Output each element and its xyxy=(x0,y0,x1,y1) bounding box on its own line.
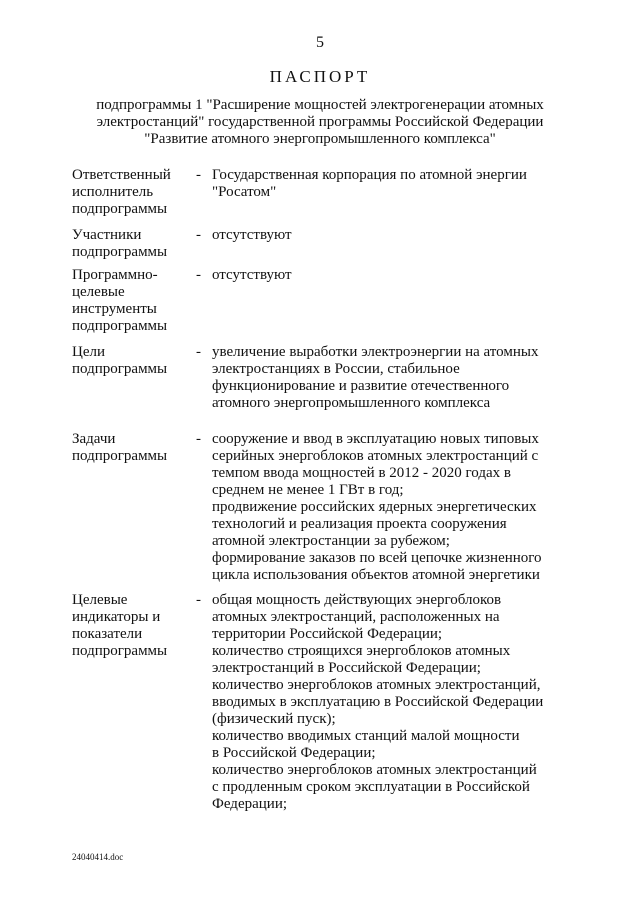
label-line: Участники xyxy=(72,227,142,243)
value-line: общая мощность действующих энергоблоков xyxy=(212,592,502,608)
label-line: инструменты xyxy=(72,301,157,317)
value-line: атомных электростанций, расположенных на xyxy=(212,609,500,625)
value-line: количество энергоблоков атомных электростанций xyxy=(212,762,537,778)
subtitle-line: "Развитие атомного энергопромышленного комплекса" xyxy=(144,131,496,147)
label-line: подпрограммы xyxy=(72,244,168,260)
value-line: территории Российской Федерации; xyxy=(212,626,443,642)
label-line: подпрограммы xyxy=(72,201,168,217)
value-line: вводимых в эксплуатацию в Российской Федерации xyxy=(212,694,544,710)
row-dash: - xyxy=(196,431,201,447)
value-line: отсутствуют xyxy=(212,227,292,243)
label-line: исполнитель xyxy=(72,184,154,200)
value-line: отсутствуют xyxy=(212,267,292,283)
subtitle xyxy=(40,97,600,148)
row-dash: - xyxy=(196,344,201,360)
row-label xyxy=(72,592,192,660)
subtitle-line: электростанций" государственной программы Российской Федерации xyxy=(96,114,544,130)
row-label xyxy=(72,267,192,335)
label-line: показатели xyxy=(72,626,143,642)
value-line: "Росатом" xyxy=(212,184,277,200)
label-line: целевые xyxy=(72,284,125,300)
label-line: подпрограммы xyxy=(72,448,168,464)
row-label xyxy=(72,344,192,378)
value-line: среднем не менее 1 ГВт в год; xyxy=(212,482,404,498)
subtitle-line: подпрограммы 1 "Расширение мощностей электрогенерации атомных xyxy=(96,97,544,113)
row-label xyxy=(72,167,192,218)
value-line: серийных энергоблоков атомных электростанций с xyxy=(212,448,539,464)
value-line: количество строящихся энергоблоков атомных xyxy=(212,643,511,659)
value-line: (физический пуск); xyxy=(212,711,336,727)
label-line: подпрограммы xyxy=(72,361,168,377)
value-line: сооружение и ввод в эксплуатацию новых типовых xyxy=(212,431,539,447)
row-value xyxy=(212,344,562,412)
label-line: Целевые xyxy=(72,592,128,608)
value-line: атомной электростанции за рубежом; xyxy=(212,533,450,549)
row-value xyxy=(212,267,562,284)
value-line: продвижение российских ядерных энергетических xyxy=(212,499,537,515)
label-line: Цели xyxy=(72,344,106,360)
value-line: функционирование и развитие отечественного xyxy=(212,378,510,394)
value-line: электростанциях в России, стабильное xyxy=(212,361,460,377)
page-number: 5 xyxy=(316,34,324,51)
value-line: технологий и реализация проекта сооружения xyxy=(212,516,507,532)
row-label xyxy=(72,227,192,261)
value-line: Федерации; xyxy=(212,796,288,812)
value-line: атомного энергопромышленного комплекса xyxy=(212,395,491,411)
label-line: Ответственный xyxy=(72,167,171,183)
value-line: электростанций в Российской Федерации; xyxy=(212,660,481,676)
passport-title: ПАСПОРТ xyxy=(269,67,371,86)
row-value xyxy=(212,431,562,584)
label-line: Программно- xyxy=(72,267,158,283)
value-line: Государственная корпорация по атомной энергии xyxy=(212,167,527,183)
footer-filename: 24040414.doc xyxy=(72,852,124,862)
value-line: с продленным сроком эксплуатации в Российской xyxy=(212,779,530,795)
row-value xyxy=(212,167,562,201)
row-value xyxy=(212,227,562,244)
label-line: индикаторы и xyxy=(72,609,161,625)
row-value xyxy=(212,592,562,813)
value-line: цикла использования объектов атомной энергетики xyxy=(212,567,540,583)
row-dash: - xyxy=(196,267,201,283)
value-line: темпом ввода мощностей в 2012 - 2020 годах в xyxy=(212,465,511,481)
value-line: количество вводимых станций малой мощности xyxy=(212,728,520,744)
label-line: подпрограммы xyxy=(72,643,168,659)
row-label xyxy=(72,431,192,465)
value-line: увеличение выработки электроэнергии на атомных xyxy=(212,344,539,360)
value-line: количество энергоблоков атомных электростанций, xyxy=(212,677,541,693)
label-line: Задачи xyxy=(72,431,116,447)
row-dash: - xyxy=(196,227,201,243)
row-dash: - xyxy=(196,592,201,608)
value-line: формирование заказов по всей цепочке жизненного xyxy=(212,550,542,566)
label-line: подпрограммы xyxy=(72,318,168,334)
value-line: в Российской Федерации; xyxy=(212,745,376,761)
row-dash: - xyxy=(196,167,201,183)
